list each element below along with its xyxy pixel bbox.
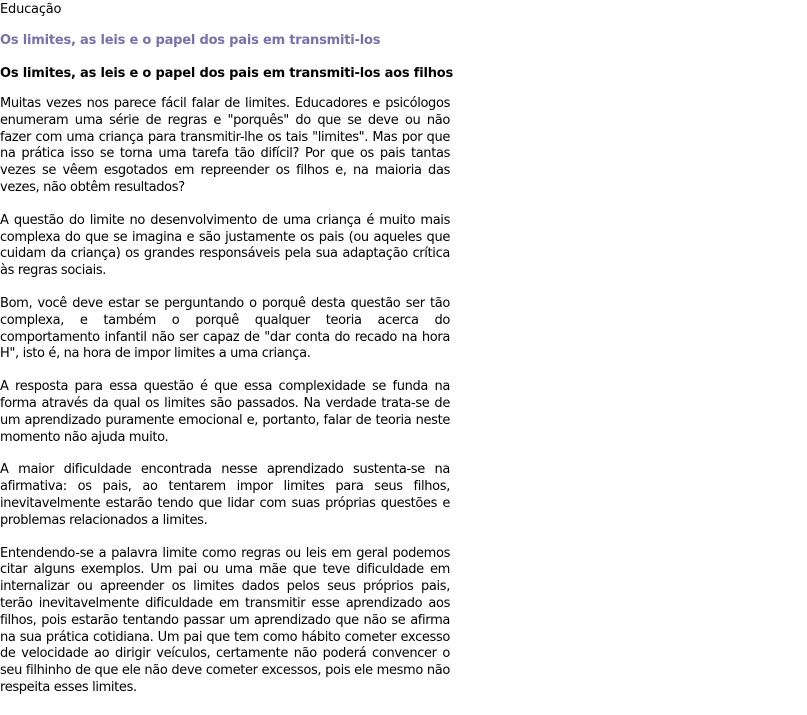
article-title: Os limites, as leis e o papel dos pais em transmiti-los aos filhos bbox=[0, 66, 454, 81]
article-paragraph: A maior dificuldade encontrada nesse aprendizado sustenta-se na afirmativa: os pais, ao tentarem impor limites para seus filhos, inevitavelmente estarão tendo que lidar com suas próprias questões e problemas relacionados a limites. bbox=[0, 462, 450, 528]
article-paragraph: Bom, você deve estar se perguntando o porquê desta questão ser tão complexa, e também o porquê qualquer teoria acerca do comportamento infantil não ser capaz de "dar conta do recado na hora H", isto é, na hora de impor limites a uma criança. bbox=[0, 295, 450, 362]
section-category: Educação bbox=[0, 2, 62, 17]
article-title-link[interactable]: Os limites, as leis e o papel dos pais em transmiti-los bbox=[0, 33, 381, 48]
article-paragraph: Entendendo-se a palavra limite como regras ou leis em geral podemos citar alguns exemplos. Um pai ou uma mãe que teve dificuldade em internalizar ou apreender os limites dados pelos seus próprios pais, terão inevitavelmente dificuldade em transmitir esse aprendizado aos filhos, pois estarão tentando passar um aprendizado que não se afirma na sua prática cotidiana. Um pai que tem como hábito cometer excesso de velocidade ao dirigir veículos, certamente não poderá convencer o seu filhinho de que ele não deve cometer excessos, pois ele mesmo não respeita esses limites. bbox=[0, 545, 450, 695]
article-body bbox=[0, 96, 450, 713]
article-paragraph: Muitas vezes nos parece fácil falar de limites. Educadores e psicólogos enumeram uma série de regras e "porquês" do que se deve ou não fazer com uma criança para transmitir-lhe os tais "limites". Mas por que na prática isso se torna uma tarefa tão difícil? Por que os pais tantas vezes se vêem esgotados em repreender os filhos e, na maioria das vezes, não obtêm resultados? bbox=[0, 96, 450, 195]
article-paragraph: A questão do limite no desenvolvimento de uma criança é muito mais complexa do que se imagina e são justamente os pais (ou aqueles que cuidam da criança) os grandes responsáveis pela sua adaptação crítica às regras sociais. bbox=[0, 212, 450, 279]
article-paragraph: A resposta para essa questão é que essa complexidade se funda na forma através da qual os limites são passados. Na verdade trata-se de um aprendizado puramente emocional e, portanto, falar de teoria neste momento não ajuda muito. bbox=[0, 379, 450, 445]
